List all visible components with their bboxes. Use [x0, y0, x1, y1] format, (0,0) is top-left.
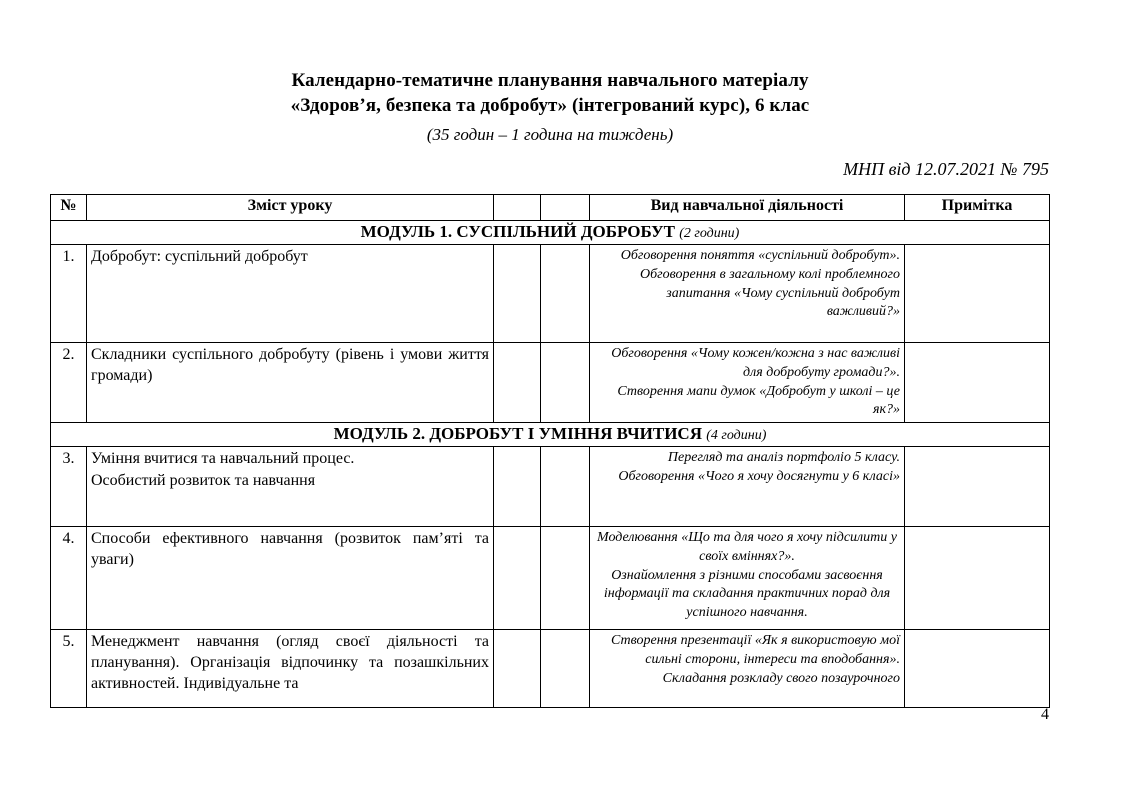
column-header-content: Зміст уроку	[87, 195, 494, 221]
lesson-content-line: Особистий розвиток та навчання	[91, 471, 316, 489]
module-hours: (4 години)	[706, 428, 767, 444]
module-title-cell	[51, 423, 1050, 447]
lesson-extra-cell-2	[541, 245, 590, 343]
document-subtitle: (35 годин – 1 година на тиждень)	[426, 124, 674, 144]
lesson-note-cell	[905, 630, 1050, 708]
lesson-content-cell	[87, 447, 494, 527]
lesson-content-line: Уміння вчитися та навчальний процес.	[91, 450, 355, 467]
lesson-activity-line: Обговорення поняття «суспільний добробут».	[620, 248, 900, 263]
lesson-extra-cell-1	[494, 447, 541, 527]
column-header-activity: Вид навчальної діяльності	[590, 195, 905, 221]
lesson-extra-cell-2	[541, 343, 590, 423]
column-header-note: Примітка	[905, 195, 1050, 221]
lesson-activity-cell	[590, 630, 905, 708]
lesson-content-cell	[87, 245, 494, 343]
table-row	[51, 245, 1050, 343]
lesson-note-cell	[905, 343, 1050, 423]
lesson-activity-cell	[590, 245, 905, 343]
column-header-extra-1	[494, 195, 541, 221]
table-row	[51, 343, 1050, 423]
lesson-content-line: Способи ефективного навчання (розвиток пам’яті та уваги)	[91, 530, 489, 568]
lesson-note-cell	[905, 527, 1050, 630]
lesson-activity-cell	[590, 447, 905, 527]
lesson-activity-line: Обговорення «Чому кожен/кожна з нас важливі для добробуту громади?».	[611, 346, 900, 380]
lesson-content-cell	[87, 630, 494, 708]
lesson-activity-line: Моделювання «Що та для чого я хочу підсилити у своїх вміннях?».	[597, 530, 897, 564]
lesson-extra-cell-2	[541, 630, 590, 708]
lesson-activity-line: Створення презентації «Як я використовую мої сильні сторони, інтереси та вподобання».	[610, 633, 900, 667]
module-hours: (2 години)	[679, 226, 740, 242]
lesson-number-cell: 4.	[51, 527, 87, 630]
document-title-line-2: «Здоров’я, безпека та добробут» (інтегрований курс), 6 клас	[290, 95, 810, 117]
lesson-plan-table	[50, 194, 1050, 708]
lesson-number-cell: 1.	[51, 245, 87, 343]
document-heading	[50, 68, 1050, 146]
lesson-extra-cell-1	[494, 343, 541, 423]
lesson-activity-cell	[590, 527, 905, 630]
module-header-row	[51, 423, 1050, 447]
document-reference: МНП від 12.07.2021 № 795	[843, 159, 1049, 179]
lesson-activity-line: Обговорення «Чого я хочу досягнути у 6 класі»	[618, 468, 900, 484]
table-row	[51, 527, 1050, 630]
lesson-activity-line: Ознайомлення з різними способами засвоєння інформації та складання практичних порад для успішного навчання.	[603, 567, 891, 620]
lesson-extra-cell-1	[494, 245, 541, 343]
module-title: МОДУЛЬ 2. ДОБРОБУТ І УМІННЯ ВЧИТИСЯ	[333, 424, 702, 444]
column-header-number: №	[51, 195, 87, 221]
lesson-content-line: Добробут: суспільний добробут	[91, 248, 308, 265]
lesson-extra-cell-2	[541, 527, 590, 630]
lesson-activity-line: Складання розкладу свого позаурочного	[662, 670, 900, 686]
column-header-extra-2	[541, 195, 590, 221]
page-number: 4	[1041, 706, 1049, 723]
lesson-activity-line: Створення мапи думок «Добробут у школі – це як?»	[617, 383, 900, 418]
lesson-note-cell	[905, 245, 1050, 343]
lesson-extra-cell-1	[494, 527, 541, 630]
lesson-activity-line: Обговорення в загальному колі проблемного запитання «Чому суспільний добробут важливий?»	[640, 266, 900, 320]
table-row	[51, 630, 1050, 708]
lesson-extra-cell-2	[541, 447, 590, 527]
lesson-content-cell	[87, 343, 494, 423]
lesson-content-cell	[87, 527, 494, 630]
lesson-number-cell: 3.	[51, 447, 87, 527]
table-header-row	[51, 195, 1050, 221]
lesson-content-line: Менеджмент навчання (огляд своєї діяльності та планування). Організація відпочинку та позашкільних активностей. Індивідуальне та	[91, 633, 489, 692]
lesson-content-line: Складники суспільного добробуту (рівень і умови життя громади)	[91, 346, 489, 384]
module-title-cell	[51, 221, 1050, 245]
lesson-activity-line: Перегляд та аналіз портфоліо 5 класу.	[667, 450, 900, 465]
module-header-row	[51, 221, 1050, 245]
document-title-line-1: Календарно-тематичне планування навчального матеріалу	[291, 70, 809, 91]
module-title: МОДУЛЬ 1. СУСПІЛЬНИЙ ДОБРОБУТ	[360, 222, 675, 242]
table-header	[51, 195, 1050, 221]
lesson-number-cell: 2.	[51, 343, 87, 423]
lesson-number-cell: 5.	[51, 630, 87, 708]
lesson-note-cell	[905, 447, 1050, 527]
table-body	[51, 221, 1050, 708]
lesson-activity-cell	[590, 343, 905, 423]
lesson-extra-cell-1	[494, 630, 541, 708]
table-row	[51, 447, 1050, 527]
